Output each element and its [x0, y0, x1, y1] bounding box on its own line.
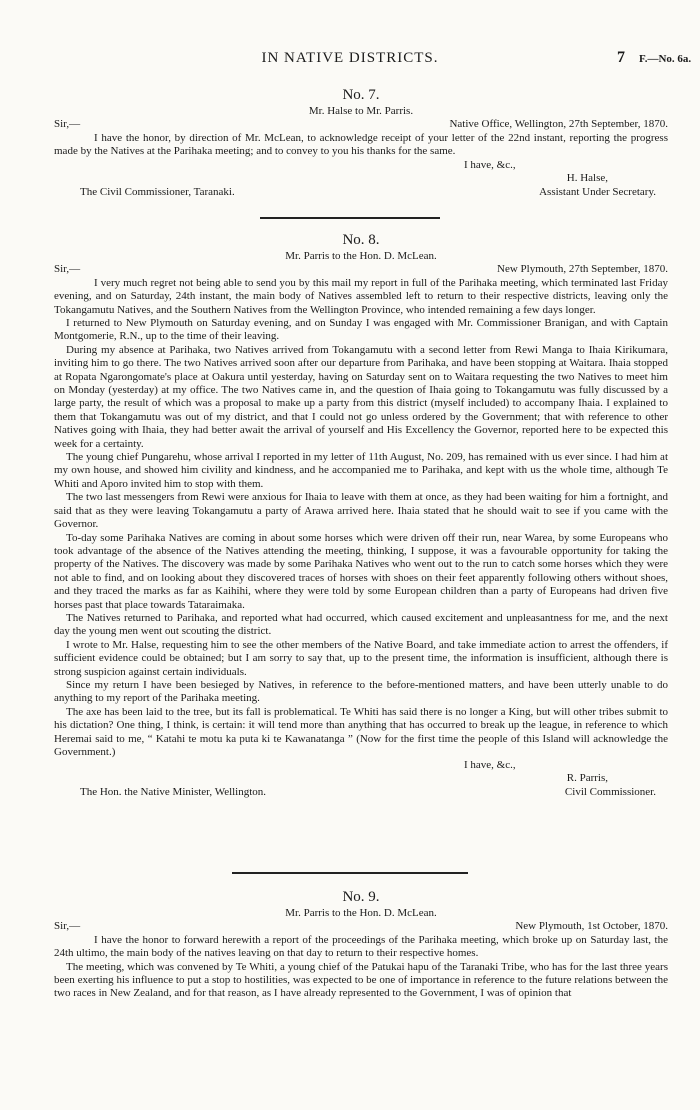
paragraph: The axe has been laid to the tree, but its fall is problematical. Te Whiti has said there is no longer a King, but will other tribes submit to his dictation? One thing, I think, is certain: it will tend more than anything that has occurred to break up the league, in reference to which Heremai said to me, “ Katahi te motu ka puta ki te Kawanatanga ” (Now for the first time the people of this Island will acknowledge the Government.): [54, 705, 668, 759]
paragraph: The two last messengers from Rewi were anxious for Ihaia to leave with them at once, as they had been waiting for him a fortnight, and said that as they were leaving Tokangamutu a party of Arawa arrived here. Ihaia stated that he should wait to see if you came with the Governor.: [54, 491, 668, 531]
signature: H. Halse,: [566, 171, 608, 184]
addressee: The Civil Commissioner, Taranaki.: [80, 185, 235, 198]
paragraph: During my absence at Parihaka, two Natives arrived from Tokangamutu with a second letter from Rewi Manga to Ihaia Kirikumara, inviting him to go there. The two Natives arrived soon after our departure from Parihaka, and have been stopping at Waitara. Ihaia stopped at Ropata Ngarongomate's place at Oakura until yesterday, having on Saturday sent on to Waitara requesting the two Natives to meet him on Monday (yesterday) at my office. The two Natives came in, and the question of Ihaia going to Tokangamutu was fully discussed by a large party, the result of which was a proposal to make up a party from this district (myself included) to accompany Ihaia. I explained to them that Tokangamutu was out of my district, and that I could not go unless ordered by the Government; that with reference to other Natives going with Ihaia, they had better await the arrival of yourself and His Excellency the Governor, reported here to be expected this week for a certainty.: [54, 343, 668, 450]
page-number: 7: [617, 49, 625, 66]
closing-formula: I have, &c.,: [464, 158, 516, 171]
section-divider: [260, 217, 440, 219]
running-header: [0, 49, 700, 72]
signature: R. Parris,: [566, 772, 608, 785]
salutation-row: [54, 920, 668, 933]
letter-no-9: [54, 888, 668, 1001]
place-date: Native Office, Wellington, 27th September, 1870.: [449, 118, 668, 131]
paragraph: Since my return I have been besieged by Natives, in reference to the before-mentioned matters, and have been utterly unable to do anything to my report of the Parihaka meeting.: [54, 678, 668, 705]
salutation-row: [54, 263, 668, 276]
paragraph: I returned to New Plymouth on Saturday evening, and on Sunday I was engaged with Mr. Commissioner Branigan, and with Captain Montgomerie, R.N., up to the time of their leaving.: [54, 317, 668, 343]
paragraph: I have the honor, by direction of Mr. McLean, to acknowledge receipt of your letter of the 22nd instant, reporting the progress made by the Natives at the Parihaka meeting; and to convey to you his thanks for the same.: [54, 131, 668, 158]
paragraph: I have the honor to forward herewith a report of the proceedings of the Parihaka meeting, which broke up on Saturday last, the 24th ultimo, the main body of the natives leaving on that day to return to their respective homes.: [54, 933, 668, 960]
paragraph: The young chief Pungarehu, whose arrival I reported in my letter of 11th August, No. 209, has remained with us ever since. I had him at my own house, and showed him civility and kindness, and he accompanied me to Parihaka, and kept with us the whole time, although Te Whiti and Aporo invited him to stop with them.: [54, 451, 668, 490]
letter-heading: Mr. Parris to the Hon. D. McLean.: [285, 250, 437, 262]
signatory-title: Assistant Under Secretary.: [539, 185, 656, 198]
salutation: Sir,—: [54, 263, 81, 276]
salutation: Sir,—: [54, 920, 81, 933]
letter-heading: Mr. Parris to the Hon. D. McLean.: [285, 907, 437, 919]
letter-heading: Mr. Halse to Mr. Parris.: [308, 105, 414, 117]
letter-closing: [54, 759, 668, 800]
signatory-title: Civil Commissioner.: [564, 786, 656, 799]
letter-number: No. 7.: [342, 87, 380, 103]
paragraph: I very much regret not being able to send you by this mail my report in full of the Parihaka meeting, which terminated last Friday evening, and on Saturday, 24th instant, the main body of Natives assembled left to return to their respective districts, leaving only the Tokangamutu Natives, and the Southern Natives from the Wellington Province, who intended remaining a few days longer.: [54, 276, 668, 316]
letter-number: No. 8.: [342, 232, 380, 248]
running-title: IN NATIVE DISTRICTS.: [261, 50, 439, 66]
closing-formula: I have, &c.,: [464, 759, 516, 772]
salutation-row: [54, 118, 668, 131]
letter-no-7: [54, 86, 668, 200]
paragraph: I wrote to Mr. Halse, requesting him to see the other members of the Native Board, and take immediate action to arrest the offenders, if sufficient evidence could be obtained; but I am sorry to say that, up to the present time, the information is insufficient, although there is strong suspicion against certain individuals.: [54, 638, 668, 678]
paragraph: The meeting, which was convened by Te Whiti, a young chief of the Patukai hapu of the Taranaki Tribe, who has for the last three years been exerting his influence to put a stop to hostilities, was expected to be one of importance in reference to the future relations between the two races in New Zealand, and for that reason, as I have already represented to the Government, I was of opinion that: [54, 960, 668, 1000]
paper-reference: F.—No. 6a.: [639, 53, 692, 65]
section-divider: [232, 872, 468, 874]
paragraph: To-day some Parihaka Natives are coming in about some horses which were driven off their run, near Warea, by some Europeans who took advantage of the absence of the Natives attending the meeting, thinking, I suppose, it was a favourable opportunity for taking the property of the Natives. The discovery was made by some Parihaka Natives who went out to the run to catch some horses which they were not able to find, and on looking about they discovered traces of horses with shoes on their feet apparently following others without shoes, and they traced the marks as far as Kaihihi, where they were told by some European children than a party of Europeans had driven five horses past that place towards Tataraimaka.: [54, 531, 668, 611]
letter-number: No. 9.: [342, 889, 380, 905]
salutation: Sir,—: [54, 118, 81, 131]
place-date: New Plymouth, 1st October, 1870.: [515, 920, 668, 933]
addressee: The Hon. the Native Minister, Wellington.: [80, 786, 267, 799]
place-date: New Plymouth, 27th September, 1870.: [497, 263, 668, 276]
letter-closing: [54, 159, 668, 200]
letter-no-8: [54, 231, 668, 800]
paragraph: The Natives returned to Parihaka, and reported what had occurred, which caused excitement and unpleasantness for me, and the next day the young men went out scouting the district.: [54, 611, 668, 638]
